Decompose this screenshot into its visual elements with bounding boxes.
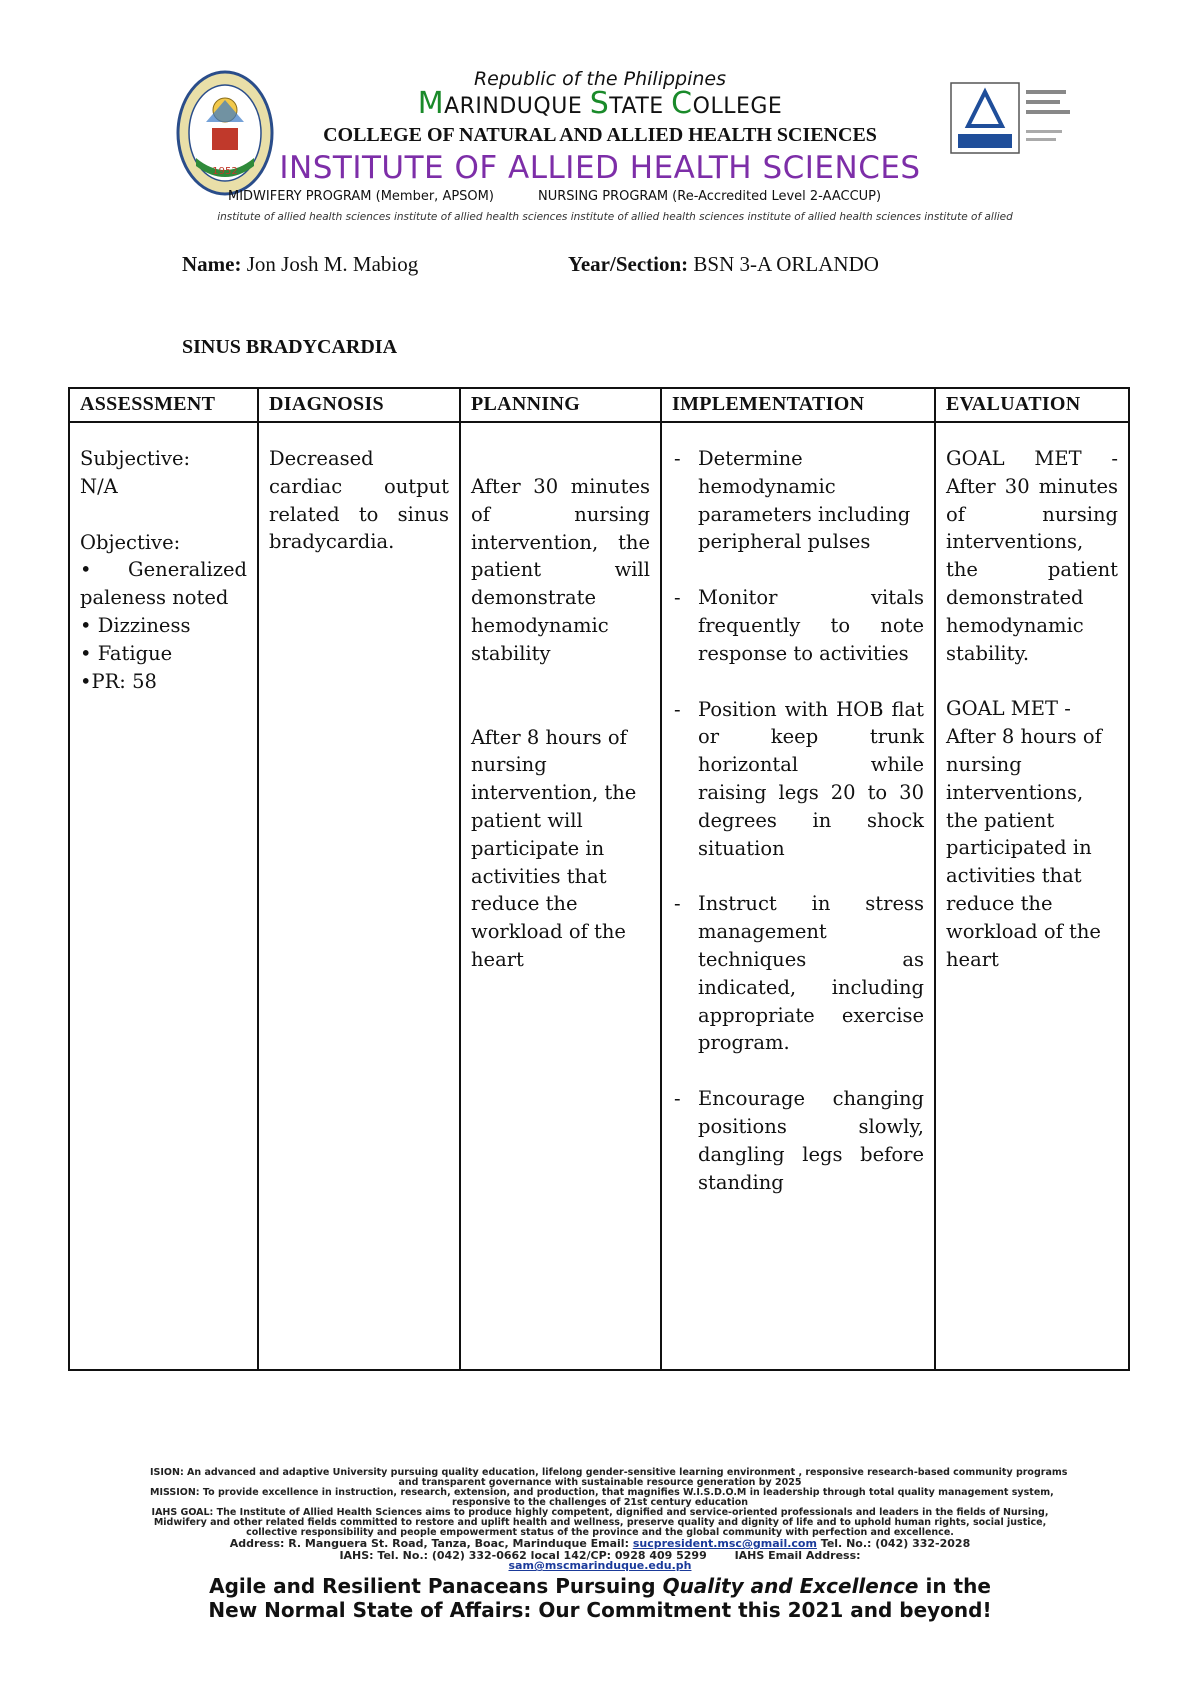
faculty-name: COLLEGE OF NATURAL AND ALLIED HEALTH SCIENCES (323, 124, 877, 146)
planning-goal: After 30 minutes of nursing intervention, the patient will demonstrate hemodynamic stability (471, 475, 650, 665)
vision-statement-cont: and transparent governance with sustainable resource generation by 2025 (398, 1477, 802, 1488)
program-line (228, 189, 988, 204)
motto-line-2: New Normal State of Affairs: Our Commitment this 2021 and beyond! (208, 1598, 992, 1622)
iahs-contact-line: IAHS: Tel. No.: (042) 332-0662 local 142/CP: 0928 409 5299 IAHS Email Address: (339, 1549, 861, 1562)
document-title: SINUS BRADYCARDIA (182, 336, 398, 358)
college-name: MARINDUQUE STATE COLLEGE (417, 86, 783, 121)
goal-statement: IAHS GOAL: The Institute of Allied Health Sciences aims to produce highly competent, dignified and service-oriented professionals and leaders in the fields of Nursing, (151, 1507, 1049, 1518)
header-planning: PLANNING (460, 388, 661, 422)
vision-statement: ISION: An advanced and adaptive University pursuing quality education, lifelong gender-sensitive learning environment , responsive research-based community programs (150, 1467, 1068, 1478)
header-implementation: IMPLEMENTATION (661, 388, 935, 422)
table-header-row (69, 388, 1129, 422)
header-assessment: ASSESSMENT (69, 388, 258, 422)
goal-statement-cont: Midwifery and other related fields committed to restore and uplift health and wellness, preserve quality and dignity of life and to uphold human rights, social justice, (153, 1517, 1047, 1528)
mission-statement-cont: responsive to the challenges of 21st century education (451, 1497, 749, 1508)
objective-label: Objective: (80, 530, 181, 554)
implementation-item: - Determine hemodynamic parameters including peripheral pulses (674, 447, 911, 554)
motto (0, 1574, 1200, 1622)
objective-item: • Fatigue (80, 641, 173, 665)
implementation-item: - Monitor vitals frequently to note response to activities (674, 586, 924, 665)
motto-line-1: Agile and Resilient Panaceans Pursuing Quality and Excellence in the (209, 1574, 991, 1598)
student-section: Year/Section: BSN 3-A ORLANDO (568, 252, 879, 276)
planning-goal: After 8 hours of nursing intervention, the patient will participate in activities that reduce the workload of the heart (471, 725, 637, 971)
goal-statement-cont2: collective responsibility and people empowerment status of the province and the global community with perfection and excellence. (246, 1527, 954, 1538)
objective-item: • Generalized paleness noted (80, 558, 247, 610)
evaluation-result: GOAL MET - After 30 minutes of nursing interventions, the patient demonstrated hemodynamic stability. (946, 447, 1118, 665)
implementation-item: - Instruct in stress management techniques as indicated, including appropriate exercise program. (674, 892, 924, 1055)
svg-text:1952: 1952 (212, 166, 238, 177)
evaluation-cell (935, 422, 1129, 1370)
implementation-item: - Position with HOB flat or keep trunk horizontal while raising legs 20 to 30 degrees in shock situation (674, 697, 924, 860)
evaluation-result: GOAL MET - After 8 hours of nursing interventions, the patient participated in activities that reduce the workload of the heart (946, 697, 1102, 971)
president-email-link[interactable]: sucpresident.msc@gmail.com (632, 1537, 817, 1550)
objective-item: •PR: 58 (80, 669, 157, 693)
diagnosis-text: Decreased cardiac output related to sinus bradycardia. (269, 447, 449, 554)
objective-item: • Dizziness (80, 613, 191, 637)
diagnosis-cell (258, 422, 460, 1370)
header-evaluation: EVALUATION (935, 388, 1129, 422)
institute-name: INSTITUTE OF ALLIED HEALTH SCIENCES (279, 150, 921, 186)
header-diagnosis: DIAGNOSIS (258, 388, 460, 422)
care-plan-table (68, 387, 1130, 1371)
implementation-item: - Encourage changing positions slowly, dangling legs before standing (674, 1087, 924, 1194)
address-line: Address: R. Manguera St. Road, Tanza, Boac, Marinduque Email: sucpresident.msc@gmail.com Tel. No.: (042) 332-2028 (229, 1537, 971, 1550)
table-row (69, 422, 1129, 1370)
subjective-value: N/A (80, 474, 118, 498)
assessment-cell (69, 422, 258, 1370)
student-name: Name: Jon Josh M. Mabiog (182, 252, 419, 276)
implementation-cell (661, 422, 935, 1370)
subjective-label: Subjective: (80, 447, 191, 470)
planning-cell (460, 422, 661, 1370)
republic-heading: Republic of the Philippines (473, 68, 727, 90)
institute-banner: institute of allied health sciences institute of allied health sciences institute of allied health sciences institute of allied health sciences institute of allied (217, 211, 1013, 223)
iahs-email-line (150, 1560, 1050, 1572)
mission-statement: MISSION: To provide excellence in instruction, research, extension, and production, that magnifies W.I.S.D.O.M in leadership through total quality management system, (150, 1487, 1054, 1498)
iahs-email-link[interactable]: sam@mscmarinduque.edu.ph (508, 1559, 692, 1572)
tuv-certification-icon (950, 82, 1082, 154)
nursing-program: NURSING PROGRAM (Re-Accredited Level 2-AACCUP) (537, 189, 882, 204)
midwifery-program: MIDWIFERY PROGRAM (Member, APSOM) (228, 189, 494, 204)
